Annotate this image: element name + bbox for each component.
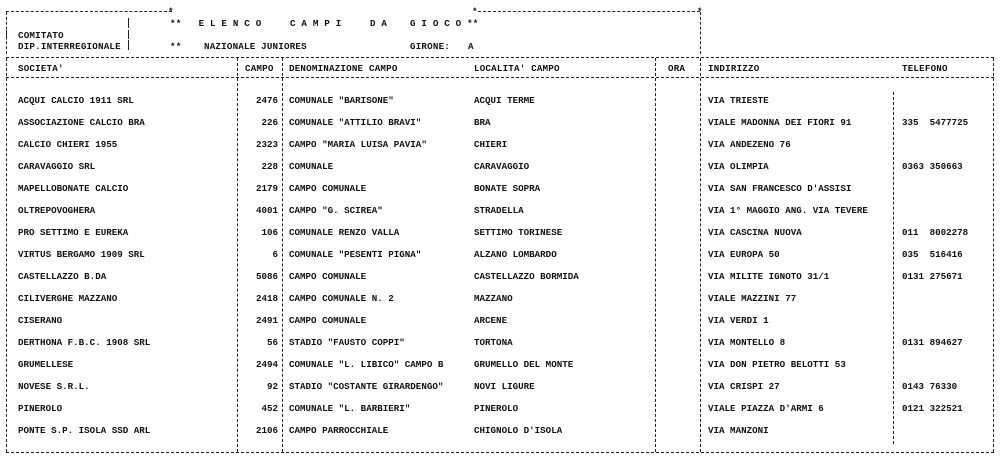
cell-localita: CASTELLAZZO BORMIDA [474, 271, 579, 282]
cell-campo: 2106 [255, 425, 278, 436]
cell-indirizzo: VIA SAN FRANCESCO D'ASSISI [708, 183, 852, 194]
comitato-label: COMITATO [18, 30, 64, 41]
cell-denominazione: CAMPO COMUNALE N. 2 [289, 293, 394, 304]
cell-telefono: 0143 76330 [902, 381, 958, 392]
cell-localita: STRADELLA [474, 205, 524, 216]
cell-indirizzo: VIA CASCINA NUOVA [708, 227, 802, 238]
cell-denominazione: COMUNALE "L. LIBICO" CAMPO B [289, 359, 444, 370]
cell-localita: NOVI LIGURE [474, 381, 535, 392]
cell-campo: 226 [261, 117, 278, 128]
cell-indirizzo: VIA OLIMPIA [708, 161, 769, 172]
col-sep-ora-left [655, 58, 656, 452]
cell-telefono: 011 8002278 [902, 227, 969, 238]
cell-denominazione: CAMPO "MARIA LUISA PAVIA" [289, 139, 427, 150]
col-header-societa: SOCIETA' [18, 63, 64, 74]
cell-indirizzo: VIA VERDI 1 [708, 315, 769, 326]
cell-localita: BONATE SOPRA [474, 183, 541, 194]
cell-societa: DERTHONA F.B.C. 1908 SRL [18, 337, 151, 348]
cell-campo: 452 [261, 403, 278, 414]
dip-label: DIP.INTERREGIONALE [18, 41, 121, 52]
cell-indirizzo: VIA EUROPA 50 [708, 249, 780, 260]
cell-societa: OLTREPOVOGHERA [18, 205, 96, 216]
cell-campo: 2476 [255, 95, 278, 106]
cell-campo: 4001 [255, 205, 278, 216]
cell-telefono: 0121 322521 [902, 403, 963, 414]
cell-localita: BRA [474, 117, 491, 128]
cell-indirizzo: VIA MILITE IGNOTO 31/1 [708, 271, 830, 282]
girone-label: GIRONE: [410, 41, 450, 52]
cell-societa: NOVESE S.R.L. [18, 381, 90, 392]
cell-societa: PRO SETTIMO E EUREKA [18, 227, 129, 238]
header-top-star-right: * [472, 6, 478, 17]
cell-localita: ACQUI TERME [474, 95, 535, 106]
cell-denominazione: CAMPO PARROCCHIALE [289, 425, 389, 436]
cell-campo: 92 [266, 381, 278, 392]
header-top-star-left: * [168, 6, 174, 17]
cell-campo: 5086 [255, 271, 278, 282]
col-header-campo: CAMPO [245, 63, 274, 74]
cell-indirizzo: VIA TRIESTE [708, 95, 769, 106]
cell-localita: CHIERI [474, 139, 508, 150]
cell-indirizzo: VIA MONTELLO 8 [708, 337, 786, 348]
cell-telefono: 0131 894627 [902, 337, 963, 348]
campionato-name: NAZIONALE JUNIORES [204, 41, 307, 52]
cell-societa: CILIVERGHE MAZZANO [18, 293, 118, 304]
cell-campo: 2494 [255, 359, 278, 370]
cell-denominazione: COMUNALE "ATTILIO BRAVI" [289, 117, 422, 128]
cell-localita: TORTONA [474, 337, 513, 348]
cell-denominazione: COMUNALE [289, 161, 334, 172]
cell-indirizzo: VIALE MADONNA DEI FIORI 91 [708, 117, 852, 128]
cell-societa: CISERANO [18, 315, 63, 326]
cell-societa: GRUMELLESE [18, 359, 74, 370]
cell-campo: 2491 [255, 315, 278, 326]
cell-societa: CASTELLAZZO B.DA [18, 271, 107, 282]
cell-localita: ARCENE [474, 315, 508, 326]
cell-telefono: 035 516416 [902, 249, 963, 260]
cell-campo: 2179 [255, 183, 278, 194]
cell-societa: ACQUI CALCIO 1911 SRL [18, 95, 134, 106]
col-header-telefono: TELEFONO [902, 63, 948, 74]
header-top-rule-left [6, 11, 172, 12]
cell-denominazione: CAMPO "G. SCIREA" [289, 205, 383, 216]
cell-localita: GRUMELLO DEL MONTE [474, 359, 574, 370]
cell-societa: VIRTUS BERGAMO 1909 SRL [18, 249, 145, 260]
cell-indirizzo: VIA ANDEZENO 76 [708, 139, 791, 150]
cell-denominazione: CAMPO COMUNALE [289, 183, 367, 194]
cell-localita: CHIGNOLO D'ISOLA [474, 425, 563, 436]
cell-indirizzo: VIA CRISPI 27 [708, 381, 780, 392]
header-top-star-right-2: * [697, 6, 703, 17]
cell-societa: ASSOCIAZIONE CALCIO BRA [18, 117, 145, 128]
col-header-indirizzo: INDIRIZZO [708, 63, 760, 74]
col-sep-ora-right [700, 58, 701, 452]
col-sep-campo [237, 58, 238, 452]
header-top-rule-right [478, 11, 700, 12]
cell-campo: 2323 [255, 139, 278, 150]
header-divider-4 [128, 30, 129, 39]
col-sep-left [6, 58, 7, 452]
cell-denominazione: COMUNALE "BARISONE" [289, 95, 394, 106]
col-sep-telefono [893, 92, 894, 444]
cell-indirizzo: VIA DON PIETRO BELOTTI 53 [708, 359, 846, 370]
cell-localita: SETTIMO TORINESE [474, 227, 563, 238]
header-title: ** E L E N C O C A M P I D A G I O C O ** [170, 18, 479, 29]
col-header-denominazione: DENOMINAZIONE CAMPO [289, 63, 398, 74]
cell-localita: MAZZANO [474, 293, 513, 304]
col-sep-right [993, 58, 994, 452]
header-right-border [700, 12, 701, 54]
cell-societa: PONTE S.P. ISOLA SSD ARL [18, 425, 151, 436]
cell-denominazione: STADIO "COSTANTE GIRARDENGO" [289, 381, 444, 392]
cell-denominazione: CAMPO COMUNALE [289, 271, 367, 282]
cell-indirizzo: VIALE MAZZINI 77 [708, 293, 797, 304]
cell-telefono: 0131 275671 [902, 271, 963, 282]
cell-societa: MAPELLOBONATE CALCIO [18, 183, 129, 194]
table-top-rule [6, 57, 994, 58]
cell-localita: CARAVAGGIO [474, 161, 530, 172]
table-bottom-rule [6, 452, 994, 453]
cell-societa: CARAVAGGIO SRL [18, 161, 96, 172]
cell-societa: PINEROLO [18, 403, 63, 414]
cell-indirizzo: VIALE PIAZZA D'ARMI 6 [708, 403, 824, 414]
cell-campo: 106 [261, 227, 278, 238]
col-header-ora: ORA [668, 63, 686, 74]
cell-indirizzo: VIA 1° MAGGIO ANG. VIA TEVERE [708, 205, 868, 216]
girone-value: A [468, 41, 474, 52]
table-header-bottom-rule [6, 77, 994, 78]
cell-localita: ALZANO LOMBARDO [474, 249, 557, 260]
cell-indirizzo: VIA MANZONI [708, 425, 769, 436]
header-divider-1 [128, 18, 129, 28]
col-sep-denominazione [282, 58, 283, 452]
header-divider-3 [6, 30, 7, 39]
cell-societa: CALCIO CHIERI 1955 [18, 139, 118, 150]
cell-telefono: 335 5477725 [902, 117, 969, 128]
cell-denominazione: COMUNALE "PESENTI PIGNA" [289, 249, 422, 260]
header-stars: ** [170, 41, 182, 52]
cell-campo: 56 [266, 337, 278, 348]
col-header-localita: LOCALITA' CAMPO [474, 63, 560, 74]
cell-denominazione: CAMPO COMUNALE [289, 315, 367, 326]
header-divider-2 [128, 40, 129, 50]
cell-telefono: 0363 350663 [902, 161, 963, 172]
cell-campo: 6 [272, 249, 278, 260]
cell-denominazione: STADIO "FAUSTO COPPI" [289, 337, 405, 348]
cell-campo: 228 [261, 161, 278, 172]
cell-localita: PINEROLO [474, 403, 519, 414]
cell-campo: 2418 [255, 293, 278, 304]
cell-denominazione: COMUNALE "L. BARBIERI" [289, 403, 411, 414]
cell-denominazione: COMUNALE RENZO VALLA [289, 227, 400, 238]
